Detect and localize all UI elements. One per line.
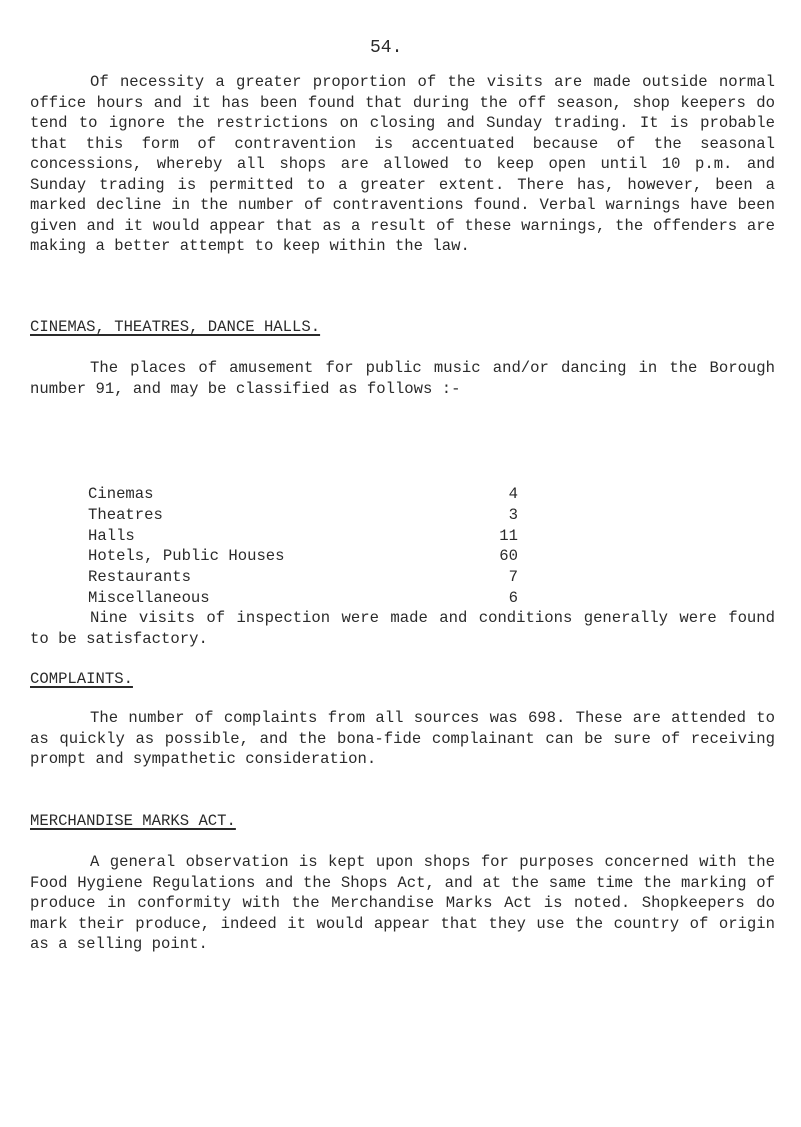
paragraph-amusement-intro: The places of amusement for public music and/or dancing in the Borough number 91, and may be classified as follows :- (30, 359, 775, 398)
list-item (88, 526, 518, 547)
list-item-label: Cinemas (88, 485, 154, 503)
list-item-label: Miscellaneous (88, 588, 210, 607)
paragraph-inspection-visits: Nine visits of inspection were made and conditions generally were found to be satisfactory. (30, 609, 775, 648)
list-item (88, 588, 518, 609)
heading-merchandise-marks-act: MERCHANDISE MARKS ACT. (30, 812, 236, 830)
list-item-label: Restaurants (88, 568, 191, 587)
list-item (88, 546, 518, 567)
page-number: 54. (370, 38, 403, 58)
list-item-value: 60 (499, 547, 518, 566)
list-item-label: Halls (88, 526, 135, 545)
paragraph-shop-closing: Of necessity a greater proportion of the visits are made outside normal office hours and it has been found that during the off season, shop keepers do tend to ignore the restrictions on closing and Sunday trading. It is probable that this form of contravention is accentuated because of the seasonal concessions, whereby all shops are allowed to keep open until 10 p.m. and Sunday trading is permitted to a greater extent. There has, however, been a marked decline in the number of contraventions found. Verbal warnings have been given and it would appear that as a result of these warnings, the offenders are making a better attempt to keep within the law. (30, 73, 775, 255)
amusement-classification-list (88, 484, 518, 609)
list-item-value: 11 (499, 526, 518, 545)
paragraph-merchandise-marks: A general observation is kept upon shops for purposes concerned with the Food Hygiene Regulations and the Shops Act, and at the same time the marking of produce in conformity with the Merchandise Marks Act is noted. Shopkeepers do mark their produce, indeed it would appear that they use the country of origin as a selling point. (30, 853, 775, 953)
list-item (88, 484, 518, 505)
heading-complaints: COMPLAINTS. (30, 670, 133, 688)
list-item-value: 4 (508, 485, 518, 503)
list-item-label: Hotels, Public Houses (88, 547, 285, 566)
list-item-value: 3 (508, 505, 518, 524)
list-item-value: 6 (508, 588, 518, 607)
list-item-label: Theatres (88, 505, 163, 524)
list-item (88, 567, 518, 588)
heading-cinemas-theatres-dance-halls: CINEMAS, THEATRES, DANCE HALLS. (30, 318, 321, 336)
list-item-value: 7 (508, 568, 518, 587)
paragraph-complaints: The number of complaints from all sources was 698. These are attended to as quickly as possible, and the bona-fide complainant can be sure of receiving prompt and sympathetic consideration. (30, 709, 775, 768)
list-item (88, 505, 518, 526)
